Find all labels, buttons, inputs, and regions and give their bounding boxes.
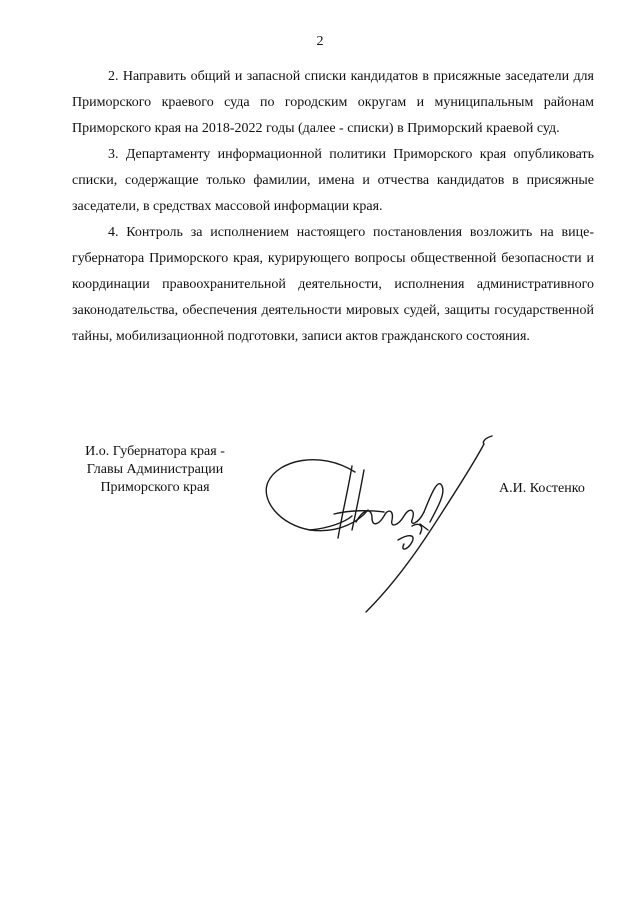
paragraph-2: 2. Направить общий и запасной списки кандидатов в присяжные заседатели для Приморского краевого суда по городским округам и муниципальным районам Приморского края на 2018-2022 годы (далее - списки) в Приморский краевой суд. (72, 69, 594, 136)
signatory-name: А.И. Костенко (499, 481, 585, 496)
document-body (72, 64, 594, 350)
paragraph-4: 4. Контроль за исполнением настоящего постановления возложить на вице-губернатора Приморского края, курирующего вопросы общественной безопасности и координации правоохранительной деятельности, исполнения административного законодательства, обеспечения деятельности мировых судей, защиты государственной тайны, мобилизационной подготовки, записи актов гражданского состояния. (72, 225, 594, 344)
handwritten-signature (260, 430, 500, 615)
signatory-title-line: И.о. Губернатора края - (85, 444, 225, 459)
signatory-title-line: Главы Администрации (86, 462, 224, 477)
signatory-title (74, 443, 236, 497)
paragraph-3: 3. Департаменту информационной политики Приморского края опубликовать списки, содержащие только фамилии, имена и отчества кандидатов в присяжные заседатели, в средствах массовой информации края. (72, 147, 594, 214)
page-number: 2 (316, 34, 324, 49)
signatory-title-line: Приморского края (100, 480, 210, 495)
